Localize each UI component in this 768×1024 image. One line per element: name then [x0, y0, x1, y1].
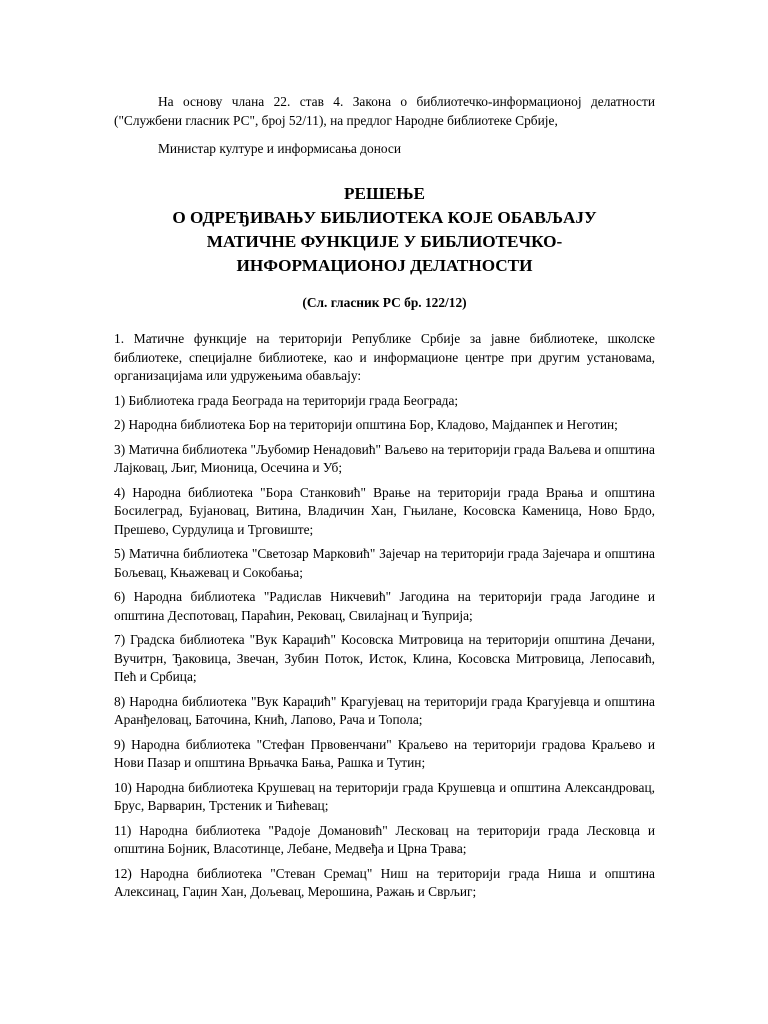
library-list [114, 392, 655, 902]
list-item: 8) Народна библиотека "Вук Караџић" Крагујевац на територији града Крагујевца и општина Аранђеловац, Баточина, Кнић, Лапово, Рача и Топола; [114, 693, 655, 727]
title-line-2: О ОДРЕЂИВАЊУ БИБЛИОТЕКА КОЈЕ ОБАВЉАЈУ [172, 207, 597, 227]
document-title [114, 182, 655, 278]
title-line-1: РЕШЕЊЕ [344, 183, 425, 203]
clause-1: 1. Матичне функције на територији Републике Србије за јавне библиотеке, школске библиотеке, специјалне библиотеке, као и информационе центре при другим установама, организацијама или удружењима обављају: [114, 331, 655, 383]
list-item: 6) Народна библиотека "Радислав Никчевић" Јагодина на територији града Јагодине и општина Деспотовац, Параћин, Рековац, Свилајнац и Ћуприја; [114, 589, 655, 623]
list-item: 3) Матична библиотека "Љубомир Ненадовић" Ваљево на територији града Ваљева и општина Лајковац, Љиг, Мионица, Осечина и Уб; [114, 441, 655, 475]
preamble-paragraph: На основу члана 22. став 4. Закона о библиотечко-информационој делатности ("Службени гласник РС", број 52/11), на предлог Народне библиотеке Србије, [114, 94, 655, 128]
list-item: 1) Библиотека града Београда на територији града Београда; [114, 392, 459, 408]
list-item: 4) Народна библиотека "Бора Станковић" Врање на територији града Врања и општина Босилеград, Бујановац, Витина, Владичин Хан, Гњилане, Косовска Каменица, Ново Брдо, Прешево, Сурдулица и Трговиште; [114, 484, 655, 537]
list-item: 2) Народна библиотека Бор на територији општина Бор, Кладово, Мајданпек и Неготин; [114, 417, 618, 432]
list-item: 10) Народна библиотека Крушевац на територији града Крушевца и општина Александровац, Брус, Варварин, Трстеник и Ћићевац; [114, 779, 655, 813]
document-page [114, 93, 655, 908]
list-item: 9) Народна библиотека "Стефан Првовенчани" Краљево на територији градова Краљево и Нови Пазар и општина Врњачка Бања, Рашка и Тутин; [114, 736, 655, 770]
gazette-reference: (Сл. гласник РС бр. 122/12) [302, 294, 467, 310]
list-item: 7) Градска библиотека "Вук Караџић" Косовска Митровица на територији општина Дечани, Вучитрн, Ђаковица, Звечан, Зубин Поток, Исток, Клина, Косовска Митровица, Лепосавић, Пећ и Србица; [114, 632, 655, 684]
list-item: 5) Матична библиотека "Светозар Марковић" Зајечар на територији града Зајечара и општина Бољевац, Књажевац и Сокобања; [114, 546, 655, 580]
minister-paragraph: Министар културе и информисања доноси [158, 141, 401, 156]
list-item: 12) Народна библиотека "Стеван Сремац" Ниш на територији града Ниша и општина Алексинац, Гаџин Хан, Дољевац, Мерошина, Ражањ и Сврљиг; [114, 865, 655, 899]
title-line-3: МАТИЧНЕ ФУНКЦИЈЕ У БИБЛИОТЕЧКО- [206, 231, 563, 251]
title-line-4: ИНФОРМАЦИОНОЈ ДЕЛАТНОСТИ [236, 255, 533, 275]
list-item: 11) Народна библиотека "Радоје Домановић" Лесковац на територији града Лесковца и општина Бојник, Власотинце, Лебане, Медвеђа и Црна Трава; [114, 822, 655, 856]
